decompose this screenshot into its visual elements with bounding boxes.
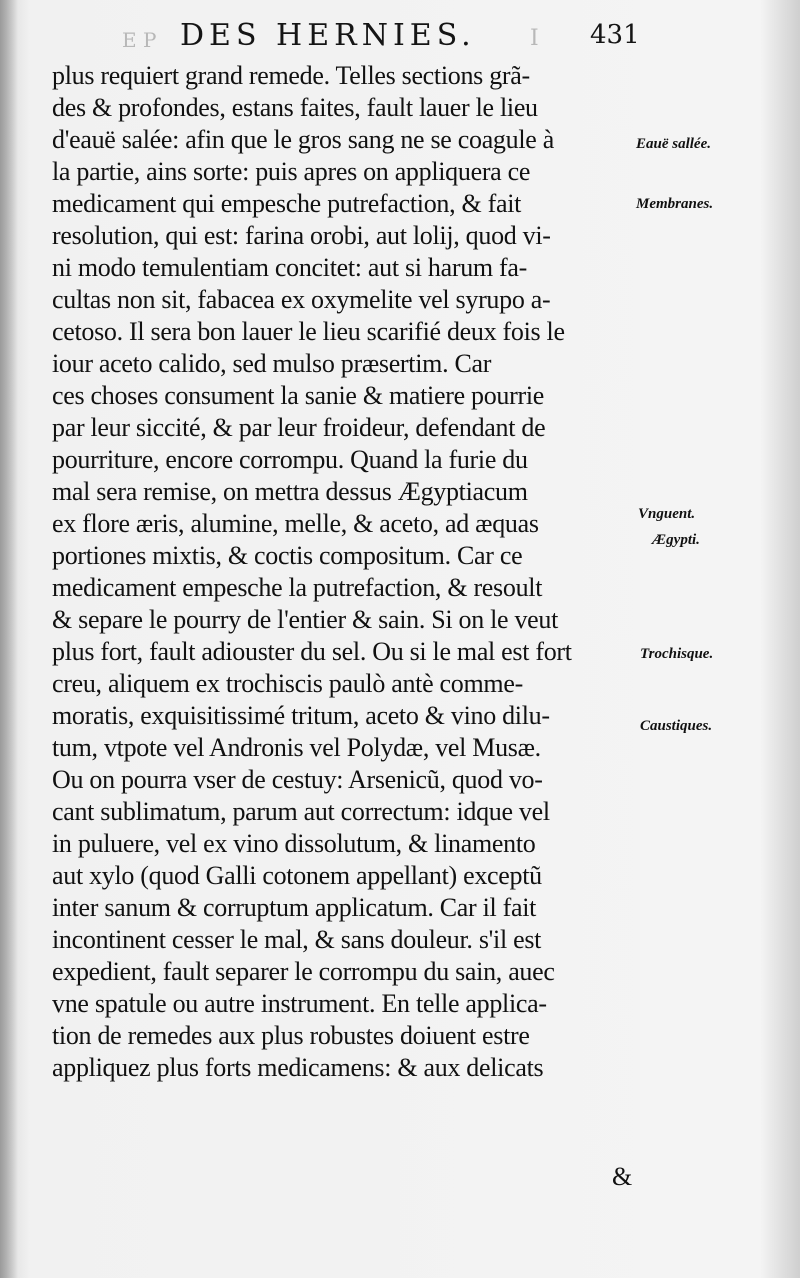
text-line: vne spatule ou autre instrument. En telle applica- <box>52 989 547 1018</box>
text-line: moratis, exquisitissimé tritum, aceto & vino dilu- <box>52 701 550 730</box>
text-line: la partie, ains sorte: puis apres on appliquera ce <box>52 157 531 186</box>
text-line: par leur siccité, & par leur froideur, defendant de <box>52 413 546 442</box>
margin-note: Caustiques. <box>640 718 713 734</box>
text-line: expedient, fault separer le corrompu du sain, auec <box>52 957 555 986</box>
text-line: des & profondes, estans faites, fault lauer le lieu <box>52 93 538 122</box>
text-line: resolution, qui est: farina orobi, aut lolij, quod vi- <box>52 221 551 250</box>
text-line: pourriture, encore corrompu. Quand la furie du <box>52 445 528 474</box>
margin-note: Ægypti. <box>652 532 700 548</box>
margin-note: Vnguent. <box>638 506 696 522</box>
text-line: cant sublimatum, parum aut correctum: idque vel <box>52 797 550 826</box>
text-line: aut xylo (quod Galli cotonem appellant) exceptũ <box>52 861 542 890</box>
catchword: & <box>612 1162 633 1191</box>
margin-note: Trochisque. <box>640 646 714 662</box>
text-line: & separe le pourry de l'entier & sain. Si on le veut <box>52 605 559 634</box>
text-line: Ou on pourra vser de cestuy: Arsenicũ, quod vo- <box>52 765 543 794</box>
running-title: DES HERNIES. <box>180 18 476 53</box>
text-line: ces choses consument la sanie & matiere pourrie <box>52 381 544 410</box>
text-line: tum, vtpote vel Andronis vel Polydæ, vel Musæ. <box>52 733 541 762</box>
bleed-through-left: E P <box>122 28 157 52</box>
text-line: medicament empesche la putrefaction, & resoult <box>52 573 543 602</box>
text-line: medicament qui empesche putrefaction, & fait <box>52 189 522 218</box>
bleed-through-right: I <box>530 26 539 51</box>
page-header <box>120 18 660 58</box>
text-line: inter sanum & corruptum applicatum. Car il fait <box>52 893 537 922</box>
text-line: mal sera remise, on mettra dessus Ægyptiacum <box>52 477 528 506</box>
text-line: cultas non sit, fabacea ex oxymelite vel syrupo a- <box>52 285 551 314</box>
text-line: appliquez plus forts medicamens: & aux delicats <box>52 1053 544 1082</box>
page-number: 431 <box>590 20 640 50</box>
text-line: incontinent cesser le mal, & sans douleur. s'il est <box>52 925 542 954</box>
text-line: iour aceto calido, sed mulso præsertim. Car <box>52 349 492 378</box>
text-line: in puluere, vel ex vino dissolutum, & linamento <box>52 829 536 858</box>
text-line: portiones mixtis, & coctis compositum. Car ce <box>52 541 523 570</box>
text-line: ni modo temulentiam concitet: aut si harum fa- <box>52 253 528 282</box>
text-line: plus fort, fault adiouster du sel. Ou si le mal est fort <box>52 637 572 666</box>
text-line: creu, aliquem ex trochiscis paulò antè comme- <box>52 669 523 698</box>
text-line: ex flore æris, alumine, melle, & aceto, ad æquas <box>52 509 539 538</box>
body-text <box>52 60 632 1084</box>
text-line: cetoso. Il sera bon lauer le lieu scarifié deux fois le <box>52 317 565 346</box>
margin-note: Membranes. <box>636 196 714 212</box>
margin-note: Eauë sallée. <box>636 136 711 152</box>
text-line: d'eauë salée: afin que le gros sang ne se coagule à <box>52 125 554 154</box>
text-line: plus requiert grand remede. Telles sections grã- <box>52 61 530 90</box>
gutter-shadow <box>0 0 18 1278</box>
text-line: tion de remedes aux plus robustes doiuent estre <box>52 1021 530 1050</box>
